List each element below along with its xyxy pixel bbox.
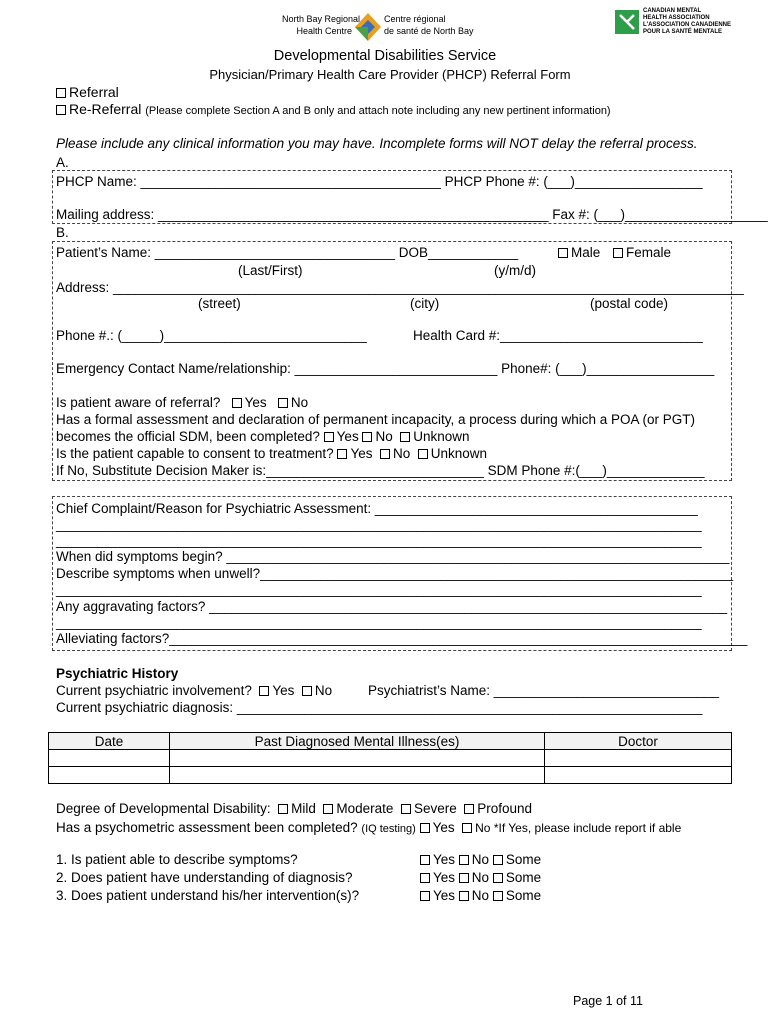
psych-involvement-question: Current psychiatric involvement? Yes No [56,683,333,698]
cmha-text: CANADIAN MENTAL HEALTH ASSOCIATION L'ASSOCIATION CANADIENNE POUR LA SANTÉ MENTALE [643,8,731,35]
q1-yes-checkbox[interactable] [420,855,430,865]
section-a-label: A. [56,155,69,170]
section-b-label: B. [56,225,69,240]
ymd-hint: (y/m/d) [494,263,536,278]
nbrhc-logo [282,12,472,42]
aware-question: Is patient aware of referral? Yes No [56,395,309,410]
table-cell[interactable] [545,767,732,784]
psych-diagnosis-field[interactable]: Current psychiatric diagnosis: ______________________________________________________________ [56,700,703,715]
involvement-no-checkbox[interactable] [302,686,312,696]
chief-complaint-line[interactable]: ______________________________________________________________________________________ [56,533,702,548]
female-checkbox[interactable] [613,248,623,258]
mailing-address-field[interactable]: Mailing address: ____________________________________________________ Fax #: (___)___________________ [56,207,768,222]
health-card-field[interactable]: Health Card #:___________________________ [413,328,703,343]
emergency-contact-field[interactable]: Emergency Contact Name/relationship: ___________________________ Phone#: (___)_________________ [56,361,715,376]
address-field[interactable]: Address: ____________________________________________________________________________________ [56,280,744,295]
q1-options: Yes No Some [420,852,541,867]
q2-no-checkbox[interactable] [459,873,469,883]
q1-some-checkbox[interactable] [493,855,503,865]
patient-name-field[interactable]: Patient’s Name: ________________________________ DOB____________ [56,245,519,260]
nbrhc-en-line2: Health Centre [296,26,352,36]
q3-yes-checkbox[interactable] [420,891,430,901]
psychometric-no-checkbox[interactable] [462,823,472,833]
aware-yes-checkbox[interactable] [232,398,242,408]
chief-complaint-line[interactable]: ______________________________________________________________________________________ [56,517,702,532]
page-number: Page 1 of 11 [573,994,643,1008]
table-cell[interactable] [49,767,170,784]
illness-column-header: Past Diagnosed Mental Illness(es) [170,733,545,750]
q3-no-checkbox[interactable] [459,891,469,901]
nbrhc-fr-line2: de santé de North Bay [384,26,474,36]
psychometric-yes-checkbox[interactable] [420,823,430,833]
psychiatrist-name-field[interactable]: Psychiatrist’s Name: ______________________________ [368,683,720,698]
q2-some-checkbox[interactable] [493,873,503,883]
instruction-text: Please include any clinical information you may have. Incomplete forms will NOT delay the referral process. [56,136,698,151]
nbrhc-fr-line1: Centre régional [384,14,446,24]
female-option[interactable]: Female [613,245,671,260]
capable-yes-checkbox[interactable] [337,449,347,459]
q2-yes-checkbox[interactable] [420,873,430,883]
q3-options: Yes No Some [420,888,541,903]
alleviating-field[interactable]: Alleviating factors?_____________________________________________________________________________ [56,631,748,646]
form-title: Developmental Disabilities Service [273,48,497,64]
sdm-field[interactable]: If No, Substitute Decision Maker is:_____________________________ SDM Phone #:(___)_____________ [56,463,705,478]
male-option[interactable]: Male [558,245,600,260]
table-cell[interactable] [170,750,545,767]
referral-checkbox[interactable] [56,88,66,98]
aggravating-field[interactable]: Any aggravating factors? _____________________________________________________________________ [56,599,728,614]
capable-no-checkbox[interactable] [380,449,390,459]
city-hint: (city) [410,296,440,311]
q1-no-checkbox[interactable] [459,855,469,865]
rereferral-checkbox[interactable] [56,105,66,115]
formal-yes-checkbox[interactable] [324,432,334,442]
capable-question: Is the patient capable to consent to treatment? Yes No Unknown [56,446,488,461]
question-3: 3. Does patient understand his/her intervention(s)? [56,888,360,903]
aware-no-checkbox[interactable] [278,398,288,408]
form-subtitle: Physician/Primary Health Care Provider (PHCP) Referral Form [209,67,571,82]
question-1: 1. Is patient able to describe symptoms? [56,852,298,867]
date-column-header: Date [49,733,170,750]
cmha-logo [615,8,735,38]
male-checkbox[interactable] [558,248,568,258]
table-row [49,767,732,784]
diagnosis-table [48,732,732,784]
rereferral-option[interactable]: Re-Referral (Please complete Section A and B only and attach note including any new pertinent information) [56,101,611,117]
symptoms-begin-field[interactable]: When did symptoms begin? ___________________________________________________________________ [56,549,730,564]
severe-checkbox[interactable] [401,804,411,814]
psychiatric-history-heading: Psychiatric History [56,666,179,681]
table-cell[interactable] [170,767,545,784]
psychometric-question: Has a psychometric assessment been completed? (IQ testing) Yes No *If Yes, please include report if able [56,820,682,835]
formal-assessment-line2: becomes the official SDM, been completed? Yes No Unknown [56,429,470,444]
postal-hint: (postal code) [590,296,669,311]
phone-field[interactable]: Phone #.: (_____)___________________________ [56,328,367,343]
profound-checkbox[interactable] [464,804,474,814]
table-header-row [49,733,732,750]
formal-unknown-checkbox[interactable] [400,432,410,442]
last-first-hint: (Last/First) [238,263,303,278]
question-2: 2. Does patient have understanding of diagnosis? [56,870,353,885]
degree-disability-question: Degree of Developmental Disability: Mild Moderate Severe Profound [56,801,533,816]
chief-complaint-field[interactable]: Chief Complaint/Reason for Psychiatric Assessment: ___________________________________________ [56,501,698,516]
doctor-column-header: Doctor [545,733,732,750]
cmha-square-icon [615,10,639,34]
mild-checkbox[interactable] [278,804,288,814]
q2-options: Yes No Some [420,870,541,885]
table-cell[interactable] [545,750,732,767]
nbrhc-diamond-icon [354,12,382,42]
nbrhc-en-line1: North Bay Regional [282,14,361,24]
capable-unknown-checkbox[interactable] [418,449,428,459]
formal-assessment-line1: Has a formal assessment and declaration of permanent incapacity, a process during which a POA (or PGT) [56,412,696,427]
table-row [49,750,732,767]
moderate-checkbox[interactable] [323,804,333,814]
describe-symptoms-line[interactable]: ______________________________________________________________________________________ [56,582,702,597]
referral-option[interactable]: Referral [56,84,119,100]
phcp-name-field[interactable]: PHCP Name: ________________________________________ PHCP Phone #: (___)_________________ [56,174,703,189]
involvement-yes-checkbox[interactable] [259,686,269,696]
aggravating-line[interactable]: ______________________________________________________________________________________ [56,615,702,630]
q3-some-checkbox[interactable] [493,891,503,901]
formal-no-checkbox[interactable] [362,432,372,442]
street-hint: (street) [198,296,241,311]
table-cell[interactable] [49,750,170,767]
describe-symptoms-field[interactable]: Describe symptoms when unwell?_______________________________________________________________ [56,566,734,581]
